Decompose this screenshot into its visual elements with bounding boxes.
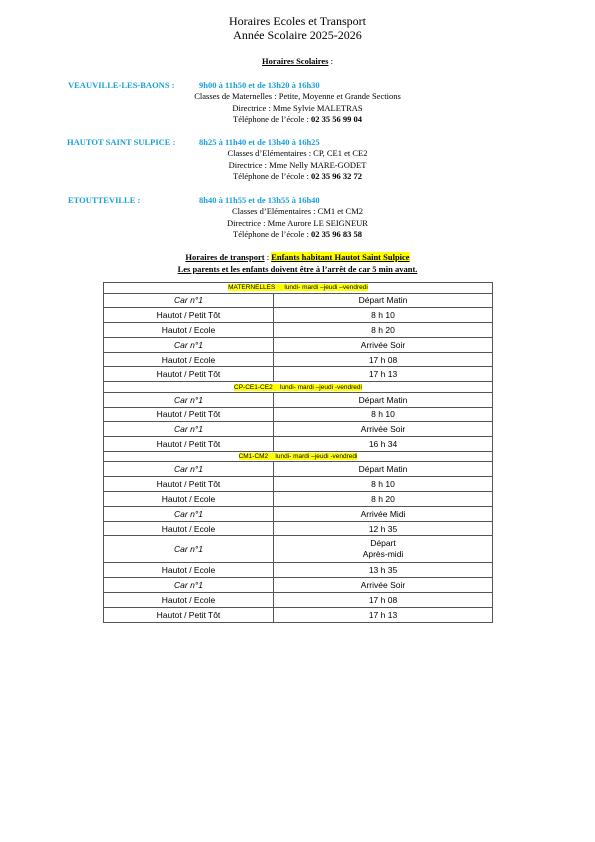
- phone-label: Téléphone de l’école :: [233, 171, 309, 181]
- table-row: [104, 462, 493, 477]
- school-classes: Classes d’Elémentaires : CM1 et CM2: [231, 206, 364, 216]
- table-row: [104, 367, 493, 382]
- table-row: [104, 437, 493, 452]
- school-hours-heading: [0, 56, 595, 66]
- trip-cell: Départ Matin: [274, 293, 493, 308]
- table-row: [104, 563, 493, 578]
- school-name: ETOUTTEVILLE :: [68, 195, 141, 205]
- table-row: [104, 536, 493, 563]
- bus-label-cell: Car n°1: [104, 392, 274, 407]
- school-phone-line: [0, 229, 595, 241]
- bus-label-cell: Car n°1: [104, 506, 274, 521]
- table-row: [104, 506, 493, 521]
- section-header-row: [104, 382, 493, 393]
- table-row: [104, 323, 493, 338]
- stop-cell: Hautot / Ecole: [104, 593, 274, 608]
- time-cell: 17 h 13: [274, 367, 493, 382]
- section-header-label: CM1-CM2 lundi- mardi –jeudi -vendredi: [238, 453, 358, 461]
- table-row: [104, 392, 493, 407]
- time-cell: 8 h 10: [274, 477, 493, 492]
- trip-cell: Arrivée Soir: [274, 578, 493, 593]
- stop-cell: Hautot / Ecole: [104, 492, 274, 507]
- trip-label-line1: Départ: [370, 538, 396, 549]
- section-header-cell: [104, 382, 493, 393]
- table-row: [104, 607, 493, 622]
- bus-label-cell: Car n°1: [104, 536, 274, 563]
- stop-cell: Hautot / Petit Tôt: [104, 407, 274, 422]
- document-title: Horaires Ecoles et Transport: [229, 14, 366, 28]
- stop-cell: Hautot / Ecole: [104, 563, 274, 578]
- trip-cell: Arrivée Soir: [274, 337, 493, 352]
- phone-label: Téléphone de l’école :: [233, 114, 309, 124]
- section-header-row: [104, 451, 493, 462]
- time-cell: 8 h 20: [274, 492, 493, 507]
- phone-number: 02 35 56 99 04: [310, 114, 362, 124]
- time-cell: 8 h 10: [274, 407, 493, 422]
- bus-label-cell: Car n°1: [104, 578, 274, 593]
- school-hours: 8h25 à 11h40 et de 13h40 à 16h25: [199, 137, 320, 147]
- transport-sep: :: [264, 252, 272, 262]
- trip-cell: Départ Matin: [274, 462, 493, 477]
- trip-cell: [274, 536, 493, 563]
- section-header-label: MATERNELLES lundi- mardi –jeudi –vendredi: [228, 284, 368, 292]
- phone-number: 02 35 96 83 58: [310, 229, 362, 239]
- stop-cell: Hautot / Ecole: [104, 323, 274, 338]
- school-director: Directrice : Mme Aurore LE SEIGNEUR: [227, 217, 368, 228]
- school-hours: 8h40 à 11h55 et de 13h55 à 16h40: [199, 195, 320, 205]
- stop-cell: Hautot / Ecole: [104, 352, 274, 367]
- time-cell: 8 h 20: [274, 323, 493, 338]
- time-cell: 17 h 08: [274, 593, 493, 608]
- table-row: [104, 407, 493, 422]
- school-classes: Classes de Maternelles : Petite, Moyenne et Grande Sections: [194, 91, 401, 101]
- section-header-cell: [104, 283, 493, 294]
- time-cell: 8 h 10: [274, 308, 493, 323]
- school-hours-heading-label: Horaires Scolaires: [262, 56, 329, 66]
- table-row: [104, 593, 493, 608]
- stop-cell: Hautot / Petit Tôt: [104, 367, 274, 382]
- transport-notice: [0, 263, 595, 275]
- bus-label-cell: Car n°1: [104, 293, 274, 308]
- school-phone-line: [0, 114, 595, 126]
- section-header-cell: [104, 451, 493, 462]
- school-name: HAUTOT SAINT SULPICE :: [67, 137, 176, 147]
- table-row: [104, 337, 493, 352]
- transport-heading: [0, 251, 595, 263]
- schedule-body: [104, 283, 493, 623]
- stop-cell: Hautot / Petit Tôt: [104, 437, 274, 452]
- table-row: [104, 422, 493, 437]
- time-cell: 17 h 13: [274, 607, 493, 622]
- table-row: [104, 352, 493, 367]
- table-row: [104, 477, 493, 492]
- trip-label-line2: Après-midi: [362, 549, 404, 560]
- transport-schedule-table: [103, 282, 493, 623]
- stop-cell: Hautot / Petit Tôt: [104, 308, 274, 323]
- phone-label: Téléphone de l’école :: [233, 229, 309, 239]
- trip-cell: Arrivée Midi: [274, 506, 493, 521]
- phone-number: 02 35 96 32 72: [310, 171, 362, 181]
- school-hours: 9h00 à 11h50 et de 13h20 à 16h30: [199, 80, 320, 90]
- table-row: [104, 578, 493, 593]
- transport-notice-text: Les parents et les enfants doivent être à l’arrêt de car 5 min avant.: [177, 264, 418, 274]
- bus-label-cell: Car n°1: [104, 462, 274, 477]
- school-phone-line: [0, 171, 595, 183]
- table-row: [104, 521, 493, 536]
- transport-label: Horaires de transport: [185, 252, 265, 262]
- school-year: Année Scolaire 2025-2026: [233, 28, 362, 42]
- school-hours-heading-suffix: :: [328, 56, 333, 66]
- school-director: Directrice : Mme Nelly MARE-GODET: [228, 159, 367, 170]
- trip-cell: Arrivée Soir: [274, 422, 493, 437]
- school-classes: Classes d’Elémentaires : CP, CE1 et CE2: [227, 148, 368, 158]
- bus-label-cell: Car n°1: [104, 422, 274, 437]
- school-director: Directrice : Mme Sylvie MALETRAS: [232, 102, 363, 113]
- school-name: VEAUVILLE-LES-BAONS :: [68, 80, 175, 90]
- time-cell: 12 h 35: [274, 521, 493, 536]
- table-row: [104, 492, 493, 507]
- time-cell: 13 h 35: [274, 563, 493, 578]
- transport-highlight: Enfants habitant Hautot Saint Sulpice: [271, 252, 410, 262]
- table-row: [104, 308, 493, 323]
- time-cell: 17 h 08: [274, 352, 493, 367]
- section-header-label: CP-CE1-CE2 lundi- mardi –jeudi -vendredi: [234, 383, 362, 391]
- time-cell: 16 h 34: [274, 437, 493, 452]
- trip-cell: Départ Matin: [274, 392, 493, 407]
- table-row: [104, 293, 493, 308]
- stop-cell: Hautot / Petit Tôt: [104, 477, 274, 492]
- bus-label-cell: Car n°1: [104, 337, 274, 352]
- stop-cell: Hautot / Ecole: [104, 521, 274, 536]
- section-header-row: [104, 283, 493, 294]
- stop-cell: Hautot / Petit Tôt: [104, 607, 274, 622]
